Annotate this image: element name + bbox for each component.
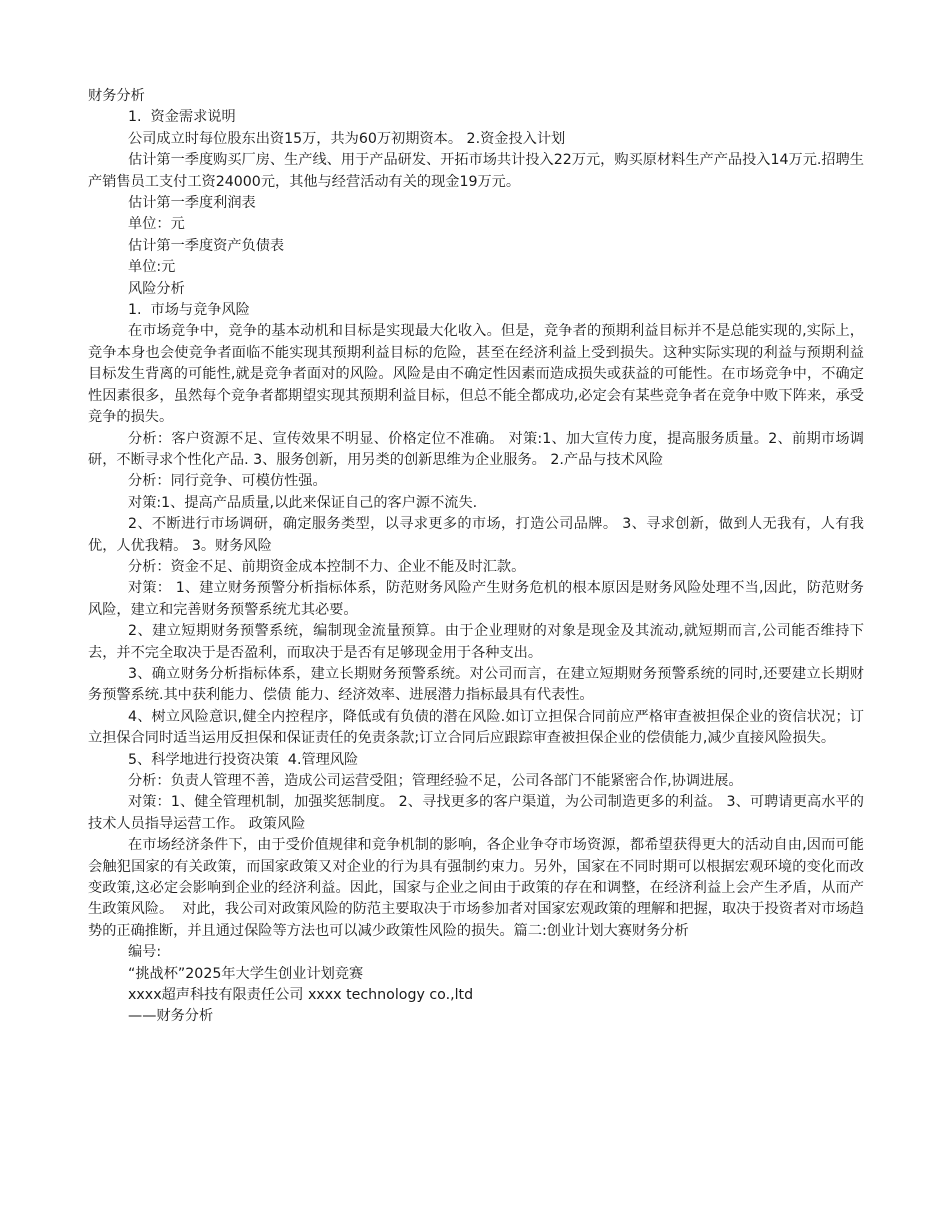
paragraph: 2、不断进行市场调研，确定服务类型，以寻求更多的市场，打造公司品牌。 3、寻求创新，做到人无我有，人有我优，人优我精。 3。财务风险: [88, 516, 864, 554]
document-body: [88, 86, 864, 1028]
paragraph: 对策： 1、建立财务预警分析指标体系，防范财务风险产生财务危机的根本原因是财务风险处理不当,因此，防范财务风险，建立和完善财务预警系统尤其必要。: [88, 580, 864, 618]
table-caption: 估计第一季度资产负债表: [128, 237, 285, 254]
paragraph: 对策:1、提高产品质量,以此来保证自己的客户源不流失.: [128, 494, 478, 511]
paragraph: “挑战杯”2025年大学生创业计划竞赛: [128, 965, 364, 982]
section-heading: 风险分析: [128, 280, 185, 297]
paragraph: 估计第一季度购买厂房、生产线、用于产品研发、开拓市场共计投入22万元，购买原材料生产产品投入14万元.招聘生产销售员工支付工资24000元，其他与经营活动有关的现金19万元。: [88, 152, 864, 190]
paragraph: 分析：客户资源不足、宣传效果不明显、价格定位不准确。 对策:1、加大宣传力度，提高服务质量。2、前期市场调研，不断寻求个性化产品. 3、服务创新，用另类的创新思维为企业服务。 2.产品与技术风险: [88, 430, 864, 468]
document-title: 财务分析: [88, 88, 145, 104]
paragraph: 对策：1、健全管理机制，加强奖惩制度。 2、寻找更多的客户渠道，为公司制造更多的利益。 3、可聘请更高水平的技术人员指导运营工作。 政策风险: [88, 794, 864, 832]
paragraph: 分析：负责人管理不善，造成公司运营受阻；管理经验不足，公司各部门不能紧密合作,协调进展。: [128, 773, 743, 789]
section-heading: 1. 资金需求说明: [128, 109, 236, 126]
paragraph: 分析：资金不足、前期资金成本控制不力、企业不能及时汇款。: [128, 558, 526, 575]
unit-label: 单位:元: [128, 259, 176, 276]
paragraph: xxxx超声科技有限责任公司 xxxx technology co.,ltd: [128, 987, 474, 1004]
paragraph: 分析：同行竞争、可模仿性强。: [128, 473, 327, 490]
table-caption: 估计第一季度利润表: [128, 195, 256, 212]
paragraph: 4、树立风险意识,健全内控程序，降低或有负债的潜在风险.如订立担保合同前应严格审查被担保企业的资信状况；订立担保合同时适当运用反担保和保证责任的免责条款;订立合同后应跟踪审查被担保企业的偿债能力,减少直接风险损失。: [88, 708, 864, 747]
unit-label: 单位：元: [128, 216, 185, 233]
paragraph: 3、确立财务分析指标体系，建立长期财务预警系统。对公司而言，在建立短期财务预警系统的同时,还要建立长期财务预警系统.其中获利能力、偿债 能力、经济效率、进展潜力指标最具有代表性。: [88, 665, 864, 704]
paragraph: 在市场竞争中，竞争的基本动机和目标是实现最大化收入。但是，竞争者的预期利益目标并不是总能实现的,实际上，竞争本身也会使竞争者面临不能实现其预期利益目标的危险，甚至在经济利益上受到损失。这种实际实现的利益与预期利益目标发生背离的可能性,就是竞争者面对的风险。风险是由不确定性因素而造成损失或获益的可能性。在市场竞争中，不确定性因素很多，虽然每个竞争者都期望实现其预期利益目标，但总不能全都成功,必定会有某些竞争者在竞争中败下阵来，承受竞争的损失。: [88, 323, 864, 426]
section-heading: 1. 市场与竞争风险: [128, 302, 250, 319]
paragraph: 2、建立短期财务预警系统，编制现金流量预算。由于企业理财的对象是现金及其流动,就短期而言,公司能否维持下去，并不完全取决于是否盈利，而取决于是否有足够现金用于各种支出。: [88, 623, 864, 661]
paragraph: 在市场经济条件下，由于受价值规律和竞争机制的影响，各企业争夺市场资源，都希望获得更大的活动自由,因而可能会触犯国家的有关政策，而国家政策又对企业的行为具有强制约束力。另外，国家在不同时期可以根据宏观环境的变化而改变政策,这必定会影响到企业的经济利益。因此，国家与企业之间由于政策的存在和调整，在经济利益上会产生矛盾，从而产生政策风险。 对此，我公司对政策风险的防范主要取决于市场参加者对国家宏观政策的理解和把握，取决于投资者对市场趋势的正确推断，并且通过保险等方法也可以减少政策性风险的损失。篇二:创业计划大赛财务分析: [88, 837, 864, 939]
paragraph: 编号:: [128, 944, 162, 961]
paragraph: 5、科学地进行投资决策 4.管理风险: [128, 751, 359, 768]
paragraph: 公司成立时每位股东出资15万，共为60万初期资本。 2.资金投入计划: [128, 130, 566, 147]
paragraph: ——财务分析: [128, 1008, 214, 1025]
